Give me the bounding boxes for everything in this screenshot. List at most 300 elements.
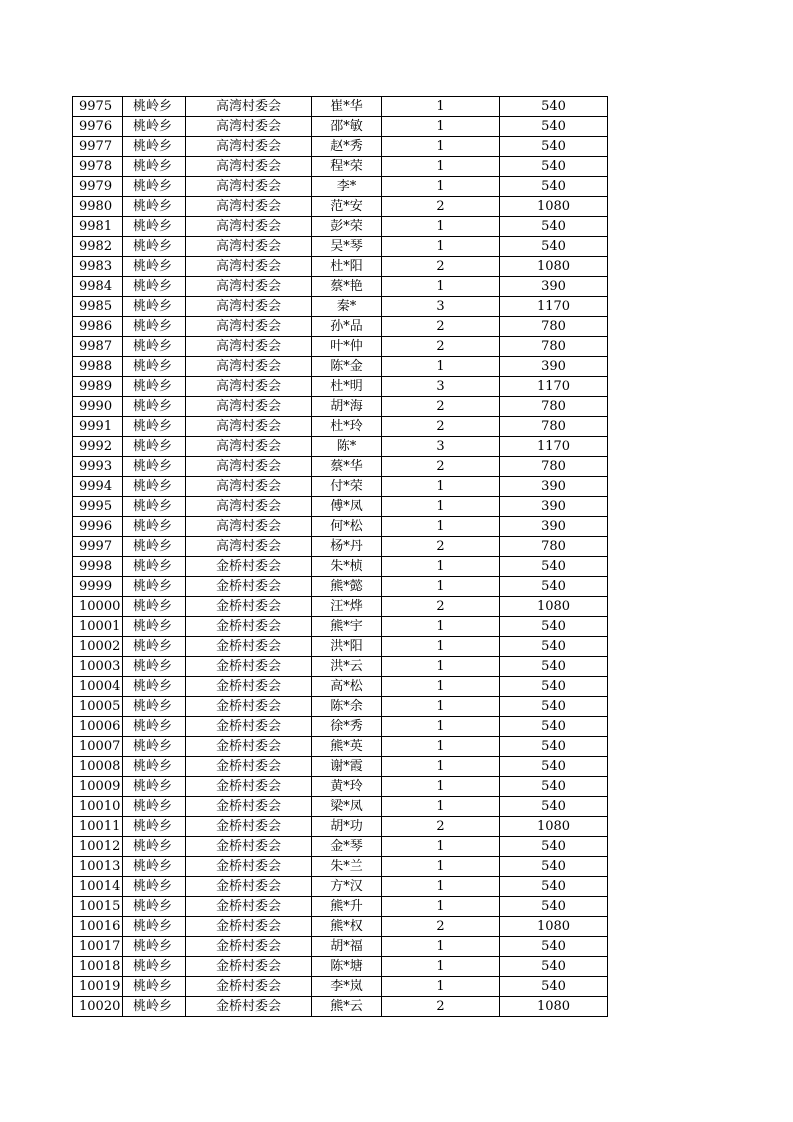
table-row (73, 697, 608, 717)
person-name-cell: 熊*宇 (312, 617, 382, 637)
township-cell: 桃岭乡 (123, 537, 186, 557)
record-number-cell: 9979 (73, 177, 123, 197)
person-name-cell: 崔*华 (312, 97, 382, 117)
household-count-cell: 2 (382, 537, 500, 557)
village-committee-cell: 高湾村委会 (186, 117, 312, 137)
household-count-cell: 1 (382, 877, 500, 897)
township-cell: 桃岭乡 (123, 737, 186, 757)
table-row (73, 317, 608, 337)
record-number-cell: 10020 (73, 997, 123, 1017)
amount-cell: 1170 (500, 437, 608, 457)
amount-cell: 540 (500, 557, 608, 577)
household-count-cell: 2 (382, 417, 500, 437)
person-name-cell: 程*荣 (312, 157, 382, 177)
township-cell: 桃岭乡 (123, 617, 186, 637)
table-row (73, 577, 608, 597)
village-committee-cell: 金桥村委会 (186, 597, 312, 617)
record-number-cell: 10018 (73, 957, 123, 977)
record-number-cell: 9982 (73, 237, 123, 257)
village-committee-cell: 高湾村委会 (186, 477, 312, 497)
person-name-cell: 杜*玲 (312, 417, 382, 437)
table-row (73, 157, 608, 177)
amount-cell: 540 (500, 837, 608, 857)
household-count-cell: 1 (382, 177, 500, 197)
record-number-cell: 9977 (73, 137, 123, 157)
person-name-cell: 陈*塘 (312, 957, 382, 977)
record-number-cell: 9999 (73, 577, 123, 597)
table-row (73, 877, 608, 897)
table-row (73, 797, 608, 817)
table-row (73, 657, 608, 677)
table-row (73, 857, 608, 877)
village-committee-cell: 高湾村委会 (186, 257, 312, 277)
village-committee-cell: 高湾村委会 (186, 537, 312, 557)
amount-cell: 1080 (500, 257, 608, 277)
person-name-cell: 杨*丹 (312, 537, 382, 557)
household-count-cell: 2 (382, 197, 500, 217)
village-committee-cell: 金桥村委会 (186, 777, 312, 797)
amount-cell: 1170 (500, 377, 608, 397)
township-cell: 桃岭乡 (123, 297, 186, 317)
record-number-cell: 9991 (73, 417, 123, 437)
village-committee-cell: 金桥村委会 (186, 577, 312, 597)
record-number-cell: 9983 (73, 257, 123, 277)
township-cell: 桃岭乡 (123, 597, 186, 617)
record-number-cell: 10013 (73, 857, 123, 877)
table-row (73, 417, 608, 437)
record-number-cell: 10010 (73, 797, 123, 817)
household-count-cell: 1 (382, 157, 500, 177)
amount-cell: 780 (500, 417, 608, 437)
record-number-cell: 10002 (73, 637, 123, 657)
township-cell: 桃岭乡 (123, 457, 186, 477)
household-count-cell: 1 (382, 217, 500, 237)
table-row (73, 257, 608, 277)
township-cell: 桃岭乡 (123, 357, 186, 377)
record-number-cell: 9998 (73, 557, 123, 577)
township-cell: 桃岭乡 (123, 837, 186, 857)
person-name-cell: 熊*权 (312, 917, 382, 937)
table-row (73, 337, 608, 357)
table-row (73, 197, 608, 217)
township-cell: 桃岭乡 (123, 197, 186, 217)
household-count-cell: 1 (382, 617, 500, 637)
village-committee-cell: 高湾村委会 (186, 337, 312, 357)
data-table (72, 96, 608, 1017)
person-name-cell: 杜*明 (312, 377, 382, 397)
table-row (73, 597, 608, 617)
township-cell: 桃岭乡 (123, 777, 186, 797)
amount-cell: 540 (500, 697, 608, 717)
table-row (73, 637, 608, 657)
township-cell: 桃岭乡 (123, 157, 186, 177)
household-count-cell: 2 (382, 817, 500, 837)
record-number-cell: 10004 (73, 677, 123, 697)
household-count-cell: 1 (382, 697, 500, 717)
township-cell: 桃岭乡 (123, 917, 186, 937)
village-committee-cell: 高湾村委会 (186, 397, 312, 417)
township-cell: 桃岭乡 (123, 657, 186, 677)
person-name-cell: 熊*云 (312, 997, 382, 1017)
township-cell: 桃岭乡 (123, 237, 186, 257)
household-count-cell: 1 (382, 357, 500, 377)
record-number-cell: 9993 (73, 457, 123, 477)
township-cell: 桃岭乡 (123, 177, 186, 197)
table-row (73, 937, 608, 957)
village-committee-cell: 金桥村委会 (186, 977, 312, 997)
amount-cell: 540 (500, 757, 608, 777)
record-number-cell: 10009 (73, 777, 123, 797)
amount-cell: 540 (500, 157, 608, 177)
household-count-cell: 3 (382, 297, 500, 317)
person-name-cell: 李*岚 (312, 977, 382, 997)
table-row (73, 397, 608, 417)
amount-cell: 540 (500, 177, 608, 197)
village-committee-cell: 高湾村委会 (186, 157, 312, 177)
household-count-cell: 1 (382, 677, 500, 697)
amount-cell: 780 (500, 317, 608, 337)
township-cell: 桃岭乡 (123, 217, 186, 237)
village-committee-cell: 金桥村委会 (186, 737, 312, 757)
person-name-cell: 胡*功 (312, 817, 382, 837)
table-row (73, 517, 608, 537)
record-number-cell: 10001 (73, 617, 123, 637)
person-name-cell: 吴*琴 (312, 237, 382, 257)
record-number-cell: 10015 (73, 897, 123, 917)
household-count-cell: 1 (382, 517, 500, 537)
person-name-cell: 熊*英 (312, 737, 382, 757)
amount-cell: 540 (500, 137, 608, 157)
village-committee-cell: 金桥村委会 (186, 797, 312, 817)
household-count-cell: 1 (382, 557, 500, 577)
person-name-cell: 熊*升 (312, 897, 382, 917)
township-cell: 桃岭乡 (123, 377, 186, 397)
person-name-cell: 杜*阳 (312, 257, 382, 277)
table-row (73, 917, 608, 937)
household-count-cell: 1 (382, 657, 500, 677)
record-number-cell: 9996 (73, 517, 123, 537)
record-number-cell: 10000 (73, 597, 123, 617)
table-row (73, 997, 608, 1017)
township-cell: 桃岭乡 (123, 937, 186, 957)
village-committee-cell: 金桥村委会 (186, 997, 312, 1017)
table-body (73, 97, 608, 1017)
table-row (73, 837, 608, 857)
record-number-cell: 9992 (73, 437, 123, 457)
amount-cell: 780 (500, 457, 608, 477)
record-number-cell: 9981 (73, 217, 123, 237)
township-cell: 桃岭乡 (123, 437, 186, 457)
person-name-cell: 陈*余 (312, 697, 382, 717)
amount-cell: 390 (500, 497, 608, 517)
record-number-cell: 10005 (73, 697, 123, 717)
household-count-cell: 1 (382, 477, 500, 497)
amount-cell: 780 (500, 337, 608, 357)
amount-cell: 1080 (500, 597, 608, 617)
person-name-cell: 金*琴 (312, 837, 382, 857)
amount-cell: 540 (500, 957, 608, 977)
household-count-cell: 1 (382, 797, 500, 817)
village-committee-cell: 高湾村委会 (186, 277, 312, 297)
household-count-cell: 1 (382, 757, 500, 777)
household-count-cell: 1 (382, 937, 500, 957)
township-cell: 桃岭乡 (123, 997, 186, 1017)
village-committee-cell: 高湾村委会 (186, 297, 312, 317)
household-count-cell: 2 (382, 597, 500, 617)
record-number-cell: 9984 (73, 277, 123, 297)
household-count-cell: 3 (382, 437, 500, 457)
township-cell: 桃岭乡 (123, 317, 186, 337)
record-number-cell: 10012 (73, 837, 123, 857)
household-count-cell: 3 (382, 377, 500, 397)
village-committee-cell: 金桥村委会 (186, 717, 312, 737)
village-committee-cell: 金桥村委会 (186, 877, 312, 897)
amount-cell: 540 (500, 717, 608, 737)
village-committee-cell: 金桥村委会 (186, 817, 312, 837)
township-cell: 桃岭乡 (123, 117, 186, 137)
record-number-cell: 9989 (73, 377, 123, 397)
village-committee-cell: 高湾村委会 (186, 177, 312, 197)
village-committee-cell: 高湾村委会 (186, 377, 312, 397)
township-cell: 桃岭乡 (123, 857, 186, 877)
record-number-cell: 9995 (73, 497, 123, 517)
table-row (73, 717, 608, 737)
village-committee-cell: 高湾村委会 (186, 137, 312, 157)
village-committee-cell: 高湾村委会 (186, 517, 312, 537)
person-name-cell: 洪*云 (312, 657, 382, 677)
amount-cell: 390 (500, 517, 608, 537)
table-row (73, 277, 608, 297)
person-name-cell: 谢*霞 (312, 757, 382, 777)
township-cell: 桃岭乡 (123, 697, 186, 717)
amount-cell: 1080 (500, 197, 608, 217)
amount-cell: 540 (500, 937, 608, 957)
village-committee-cell: 金桥村委会 (186, 557, 312, 577)
person-name-cell: 叶*仲 (312, 337, 382, 357)
amount-cell: 540 (500, 657, 608, 677)
person-name-cell: 范*安 (312, 197, 382, 217)
record-number-cell: 9976 (73, 117, 123, 137)
table-row (73, 497, 608, 517)
amount-cell: 390 (500, 357, 608, 377)
record-number-cell: 10003 (73, 657, 123, 677)
amount-cell: 540 (500, 637, 608, 657)
table-row (73, 957, 608, 977)
village-committee-cell: 金桥村委会 (186, 757, 312, 777)
amount-cell: 540 (500, 797, 608, 817)
township-cell: 桃岭乡 (123, 257, 186, 277)
household-count-cell: 1 (382, 737, 500, 757)
village-committee-cell: 高湾村委会 (186, 317, 312, 337)
village-committee-cell: 金桥村委会 (186, 917, 312, 937)
person-name-cell: 洪*阳 (312, 637, 382, 657)
table-row (73, 617, 608, 637)
amount-cell: 540 (500, 877, 608, 897)
record-number-cell: 9997 (73, 537, 123, 557)
household-count-cell: 2 (382, 257, 500, 277)
village-committee-cell: 金桥村委会 (186, 897, 312, 917)
household-count-cell: 1 (382, 977, 500, 997)
person-name-cell: 李* (312, 177, 382, 197)
person-name-cell: 陈* (312, 437, 382, 457)
record-number-cell: 9975 (73, 97, 123, 117)
amount-cell: 540 (500, 977, 608, 997)
amount-cell: 540 (500, 737, 608, 757)
amount-cell: 780 (500, 397, 608, 417)
person-name-cell: 彭*荣 (312, 217, 382, 237)
village-committee-cell: 高湾村委会 (186, 217, 312, 237)
table-row (73, 477, 608, 497)
township-cell: 桃岭乡 (123, 957, 186, 977)
household-count-cell: 1 (382, 497, 500, 517)
table-row (73, 217, 608, 237)
table-row (73, 737, 608, 757)
person-name-cell: 熊*懿 (312, 577, 382, 597)
township-cell: 桃岭乡 (123, 97, 186, 117)
table-row (73, 817, 608, 837)
village-committee-cell: 高湾村委会 (186, 97, 312, 117)
household-count-cell: 2 (382, 917, 500, 937)
household-count-cell: 1 (382, 97, 500, 117)
record-number-cell: 9980 (73, 197, 123, 217)
table-row (73, 557, 608, 577)
village-committee-cell: 高湾村委会 (186, 237, 312, 257)
township-cell: 桃岭乡 (123, 557, 186, 577)
person-name-cell: 高*松 (312, 677, 382, 697)
amount-cell: 540 (500, 857, 608, 877)
record-number-cell: 9987 (73, 337, 123, 357)
township-cell: 桃岭乡 (123, 757, 186, 777)
amount-cell: 540 (500, 97, 608, 117)
table-row (73, 297, 608, 317)
table-row (73, 357, 608, 377)
household-count-cell: 2 (382, 317, 500, 337)
township-cell: 桃岭乡 (123, 277, 186, 297)
household-count-cell: 2 (382, 457, 500, 477)
record-number-cell: 10008 (73, 757, 123, 777)
village-committee-cell: 金桥村委会 (186, 937, 312, 957)
village-committee-cell: 金桥村委会 (186, 837, 312, 857)
township-cell: 桃岭乡 (123, 397, 186, 417)
household-count-cell: 1 (382, 957, 500, 977)
village-committee-cell: 金桥村委会 (186, 957, 312, 977)
person-name-cell: 胡*福 (312, 937, 382, 957)
person-name-cell: 蔡*华 (312, 457, 382, 477)
village-committee-cell: 金桥村委会 (186, 637, 312, 657)
record-number-cell: 10017 (73, 937, 123, 957)
township-cell: 桃岭乡 (123, 517, 186, 537)
table-row (73, 457, 608, 477)
amount-cell: 390 (500, 277, 608, 297)
table-row (73, 377, 608, 397)
household-count-cell: 1 (382, 577, 500, 597)
township-cell: 桃岭乡 (123, 677, 186, 697)
table-row (73, 437, 608, 457)
person-name-cell: 陈*金 (312, 357, 382, 377)
record-number-cell: 9986 (73, 317, 123, 337)
township-cell: 桃岭乡 (123, 977, 186, 997)
person-name-cell: 孙*品 (312, 317, 382, 337)
household-count-cell: 1 (382, 117, 500, 137)
table-row (73, 137, 608, 157)
record-number-cell: 10019 (73, 977, 123, 997)
township-cell: 桃岭乡 (123, 337, 186, 357)
amount-cell: 780 (500, 537, 608, 557)
table-row (73, 897, 608, 917)
person-name-cell: 何*松 (312, 517, 382, 537)
amount-cell: 540 (500, 617, 608, 637)
table-row (73, 537, 608, 557)
household-count-cell: 1 (382, 237, 500, 257)
amount-cell: 540 (500, 217, 608, 237)
township-cell: 桃岭乡 (123, 417, 186, 437)
village-committee-cell: 金桥村委会 (186, 657, 312, 677)
amount-cell: 540 (500, 237, 608, 257)
person-name-cell: 方*汉 (312, 877, 382, 897)
record-number-cell: 9994 (73, 477, 123, 497)
table-row (73, 97, 608, 117)
household-count-cell: 1 (382, 777, 500, 797)
table-row (73, 757, 608, 777)
person-name-cell: 朱*兰 (312, 857, 382, 877)
record-number-cell: 10014 (73, 877, 123, 897)
table-row (73, 677, 608, 697)
amount-cell: 540 (500, 577, 608, 597)
township-cell: 桃岭乡 (123, 817, 186, 837)
person-name-cell: 秦* (312, 297, 382, 317)
household-count-cell: 1 (382, 857, 500, 877)
village-committee-cell: 高湾村委会 (186, 457, 312, 477)
village-committee-cell: 金桥村委会 (186, 857, 312, 877)
household-count-cell: 1 (382, 897, 500, 917)
household-count-cell: 1 (382, 277, 500, 297)
person-name-cell: 赵*秀 (312, 137, 382, 157)
person-name-cell: 傅*凤 (312, 497, 382, 517)
township-cell: 桃岭乡 (123, 637, 186, 657)
person-name-cell: 胡*海 (312, 397, 382, 417)
record-number-cell: 10011 (73, 817, 123, 837)
person-name-cell: 蔡*艳 (312, 277, 382, 297)
household-count-cell: 1 (382, 837, 500, 857)
person-name-cell: 徐*秀 (312, 717, 382, 737)
person-name-cell: 朱*桢 (312, 557, 382, 577)
township-cell: 桃岭乡 (123, 797, 186, 817)
household-count-cell: 2 (382, 997, 500, 1017)
record-number-cell: 10007 (73, 737, 123, 757)
township-cell: 桃岭乡 (123, 577, 186, 597)
village-committee-cell: 高湾村委会 (186, 497, 312, 517)
table-row (73, 977, 608, 997)
record-number-cell: 9985 (73, 297, 123, 317)
person-name-cell: 黄*玲 (312, 777, 382, 797)
township-cell: 桃岭乡 (123, 477, 186, 497)
record-number-cell: 9990 (73, 397, 123, 417)
amount-cell: 1080 (500, 817, 608, 837)
household-count-cell: 1 (382, 717, 500, 737)
amount-cell: 1170 (500, 297, 608, 317)
village-committee-cell: 金桥村委会 (186, 617, 312, 637)
household-count-cell: 2 (382, 337, 500, 357)
amount-cell: 540 (500, 897, 608, 917)
village-committee-cell: 高湾村委会 (186, 357, 312, 377)
table-row (73, 237, 608, 257)
township-cell: 桃岭乡 (123, 897, 186, 917)
village-committee-cell: 金桥村委会 (186, 697, 312, 717)
record-number-cell: 9978 (73, 157, 123, 177)
township-cell: 桃岭乡 (123, 497, 186, 517)
person-name-cell: 汪*烨 (312, 597, 382, 617)
village-committee-cell: 高湾村委会 (186, 437, 312, 457)
